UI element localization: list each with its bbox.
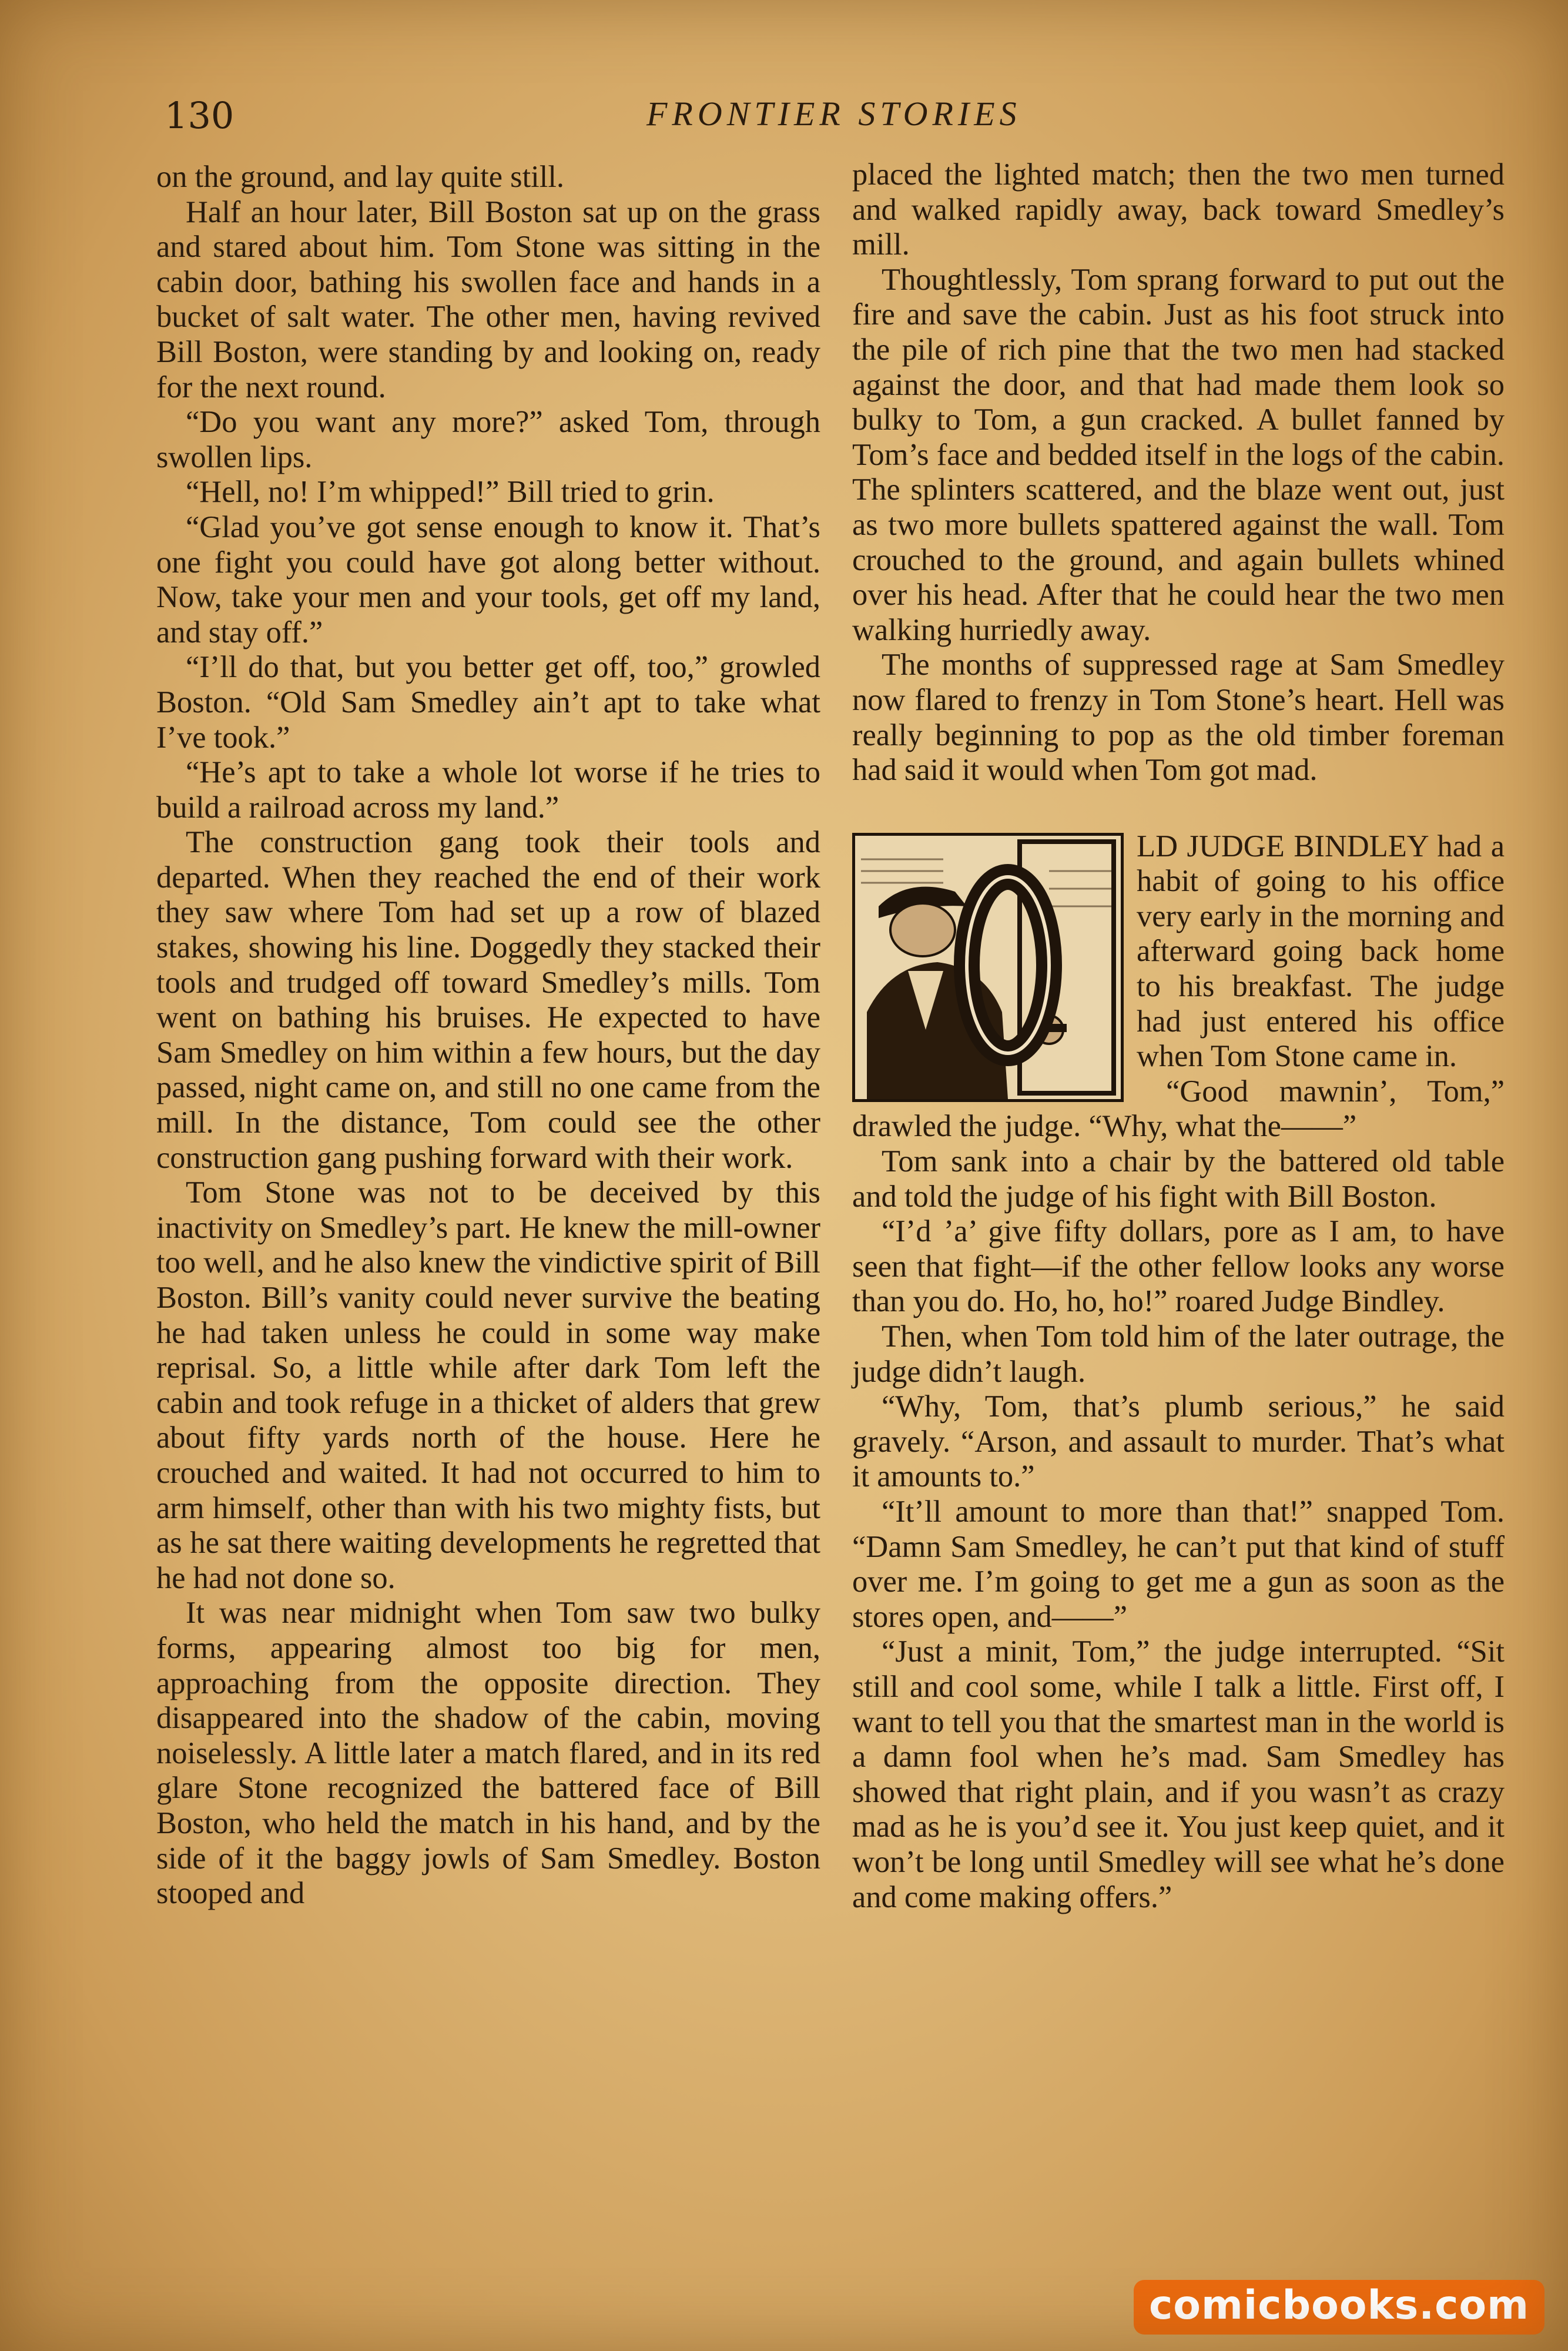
paragraph: “Do you want any more?” asked Tom, through swollen lips. — [156, 405, 820, 474]
paragraph: Then, when Tom told him of the later outrage, the judge didn’t laugh. — [852, 1319, 1505, 1389]
paragraph: “He’s apt to take a whole lot worse if he tries to build a railroad across my land.” — [156, 755, 820, 825]
drop-cap-text: LD JUDGE BINDLEY had a habit of going to his office very early in the morning and afterward going back home to his breakfast. The judge had just entered his office when Tom Stone came in. — [1137, 829, 1505, 1074]
running-title: FRONTIER STORIES — [646, 95, 1021, 133]
drop-cap-illustration — [852, 833, 1124, 1102]
drop-cap-letter-icon — [855, 836, 1121, 1099]
paragraph: Thoughtlessly, Tom sprang forward to put out the fire and save the cabin. Just as his foot struck into the pile of rich pine that the two men had stacked against the door, and that had made them look so bulky to Tom, a gun cracked. A bullet fanned by Tom’s face and bedded itself in the logs of the cabin. The splinters scattered, and the blaze went out, just as two more bullets spattered against the wall. Tom crouched to the ground, and again bullets whined over his head. After that he could hear the two men walking hurriedly away. — [852, 262, 1505, 647]
paragraph: It was near midnight when Tom saw two bulky forms, appearing almost too big for men, approaching from the opposite direction. They disappeared into the shadow of the cabin, moving noiselessly. A little later a match flared, and in its red glare Stone recognized the battered face of Bill Boston, who held the match in his hand, and by the side of it the baggy jowls of Sam Smedley. Boston stooped and — [156, 1596, 820, 1911]
paragraph: Half an hour later, Bill Boston sat up on the grass and stared about him. Tom Stone was sitting in the cabin door, bathing his swollen face and hands in a bucket of salt water. The other men, having revived Bill Boston, were standing by and looking on, ready for the next round. — [156, 195, 820, 404]
site-watermark: comicbooks.com — [1134, 2280, 1544, 2335]
left-column — [156, 160, 820, 1911]
paragraph: Tom Stone was not to be deceived by this inactivity on Smedley’s part. He knew the mill-owner too well, and he also knew the vindictive spirit of Bill Boston. Bill’s vanity could never survive the beating he had taken unless he could in some way make reprisal. So, a little while after dark Tom left the cabin and took refuge in a thicket of alders that grew about fifty yards north of the house. Here he crouched and waited. It had not occurred to him to arm himself, other than with his two mighty fists, but as he sat there waiting developments he regretted that he had not done so. — [156, 1176, 821, 1595]
right-column — [852, 158, 1505, 1915]
paragraph: “I’ll do that, but you better get off, too,” growled Boston. “Old Sam Smedley ain’t apt to take what I’ve took.” — [156, 650, 820, 755]
paragraph: “Good mawnin’, Tom,” drawled the judge. “Why, what the——” — [852, 1074, 1505, 1144]
paragraph: Tom sank into a chair by the battered old table and told the judge of his fight with Bill Boston. — [852, 1144, 1505, 1214]
paragraph: “Hell, no! I’m whipped!” Bill tried to grin. — [186, 475, 715, 510]
running-head — [165, 94, 1505, 147]
page-number: 130 — [165, 94, 234, 137]
paragraph: “I’d ’a’ give fifty dollars, pore as I am, to have seen that fight—if the other fellow looks any worse than you do. Ho, ho, ho!” roared Judge Bindley. — [852, 1214, 1505, 1319]
paragraph: “Why, Tom, that’s plumb serious,” he said gravely. “Arson, and assault to murder. That’s what it amounts to.” — [852, 1389, 1505, 1494]
paragraph: “It’ll amount to more than that!” snapped Tom. “Damn Sam Smedley, he can’t put that kind of stuff over me. I’m going to get me a gun as soon as the stores open, and——” — [852, 1494, 1505, 1634]
drop-cap-paragraph — [852, 829, 1505, 1074]
paragraph: The months of suppressed rage at Sam Smedley now flared to frenzy in Tom Stone’s heart. Hell was really beginning to pop as the old timber foreman had said it would when Tom got mad. — [852, 648, 1505, 788]
paragraph: “Glad you’ve got sense enough to know it. That’s one fight you could have got along better without. Now, take your men and your tools, get off my land, and stay off.” — [156, 510, 820, 649]
paragraph: The construction gang took their tools and departed. When they reached the end of their work they saw where Tom had set up a row of blazed stakes, showing his line. Doggedly they stacked their tools and trudged off toward Smedley’s mills. Tom went on bathing his bruises. He expected to have Sam Smedley on him within a few hours, but the day passed, night came on, and still no one came from the mill. In the distance, Tom could see the other construction gang pushing forward with their work. — [156, 825, 820, 1175]
paragraph: “Just a minit, Tom,” the judge interrupted. “Sit still and cool some, while I talk a little. First off, I want to tell you that the smartest man in the world is a damn fool when he’s mad. Sam Smedley has showed that right plain, and if you wasn’t as crazy mad as he is you’d see it. You just keep quiet, and it won’t be long until Smedley will see what he’s done and come making offers.” — [852, 1635, 1505, 1914]
paragraph: on the ground, and lay quite still. — [156, 160, 565, 194]
paragraph: placed the lighted match; then the two men turned and walked rapidly away, back toward Smedley’s mill. — [852, 158, 1505, 262]
